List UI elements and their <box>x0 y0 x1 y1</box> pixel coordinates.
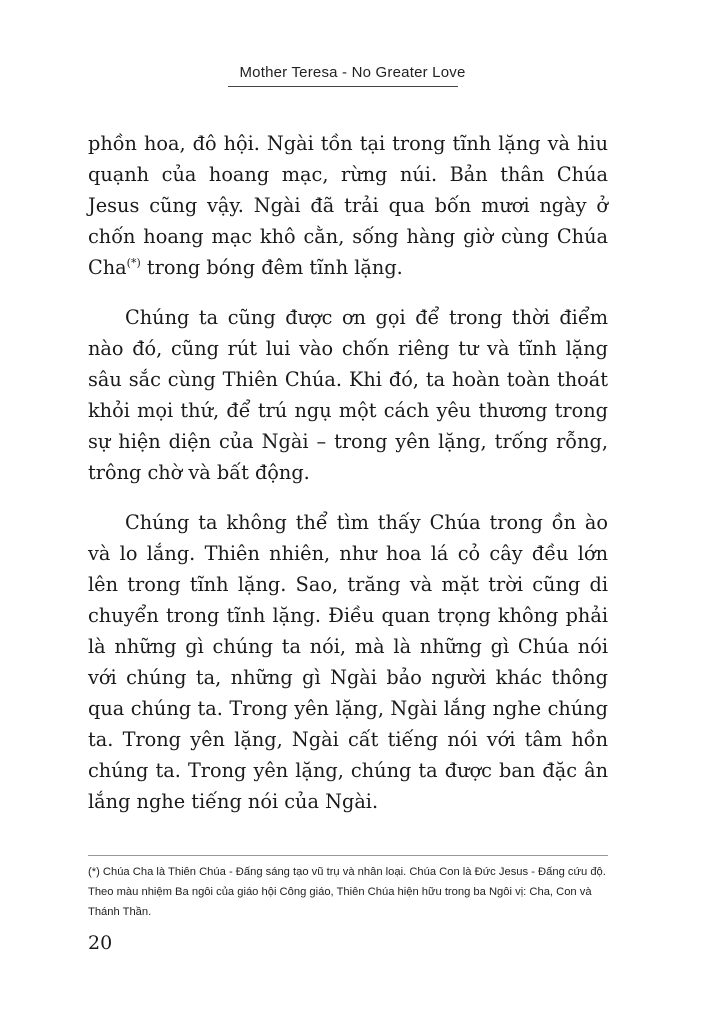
footnote-marker: (*) <box>126 256 141 270</box>
paragraph-2: Chúng ta cũng được ơn gọi để trong thời điểm nào đó, cũng rút lui vào chốn riêng tư và tĩnh lặng sâu sắc cùng Thiên Chúa. Khi đó, ta hoàn toàn thoát khỏi mọi thứ, để trú ngụ một cách yêu thương trong sự hiện diện của Ngài – trong yên lặng, trống rỗng, trông chờ và bất động. <box>88 306 608 484</box>
paragraph-3: Chúng ta không thể tìm thấy Chúa trong ồn ào và lo lắng. Thiên nhiên, như hoa lá cỏ cây đều lớn lên trong tĩnh lặng. Sao, trăng và mặt trời cũng di chuyển trong tĩnh lặng. Điều quan trọng không phải là những gì chúng ta nói, mà là những gì Chúa nói với chúng ta, những gì Ngài bảo người khác thông qua chúng ta. Trong yên lặng, Ngài lắng nghe chúng ta. Trong yên lặng, Ngài cất tiếng nói với tâm hồn chúng ta. Trong yên lặng, chúng ta được ban đặc ân lắng nghe tiếng nói của Ngài. <box>88 511 608 813</box>
paragraph-1 <box>88 128 608 283</box>
running-header: Mother Teresa - No Greater Love <box>239 64 466 81</box>
paragraph-1-text-before-note: phồn hoa, đô hội. Ngài tồn tại trong tĩnh lặng và hiu quạnh của hoang mạc, rừng núi. Bản thân Chúa Jesus cũng vậy. Ngài đã trải qua bốn mươi ngày ở chốn hoang mạc khô cằn, sống hàng giờ cùng Chúa Cha <box>88 132 608 279</box>
page-number: 20 <box>88 932 113 954</box>
footnote: (*) Chúa Cha là Thiên Chúa - Đấng sáng tạo vũ trụ và nhân loại. Chúa Con là Đức Jesus - Đấng cứu độ. Theo màu nhiệm Ba ngôi của giáo hội Công giáo, Thiên Chúa hiện hữu trong ba Ngôi vị: Cha, Con và Thánh Thần. <box>88 866 606 918</box>
paragraph-1-text-after-note: trong bóng đêm tĩnh lặng. <box>140 256 403 279</box>
footnote-rule <box>88 855 608 856</box>
body-text <box>88 128 608 836</box>
header-rule <box>228 86 458 87</box>
